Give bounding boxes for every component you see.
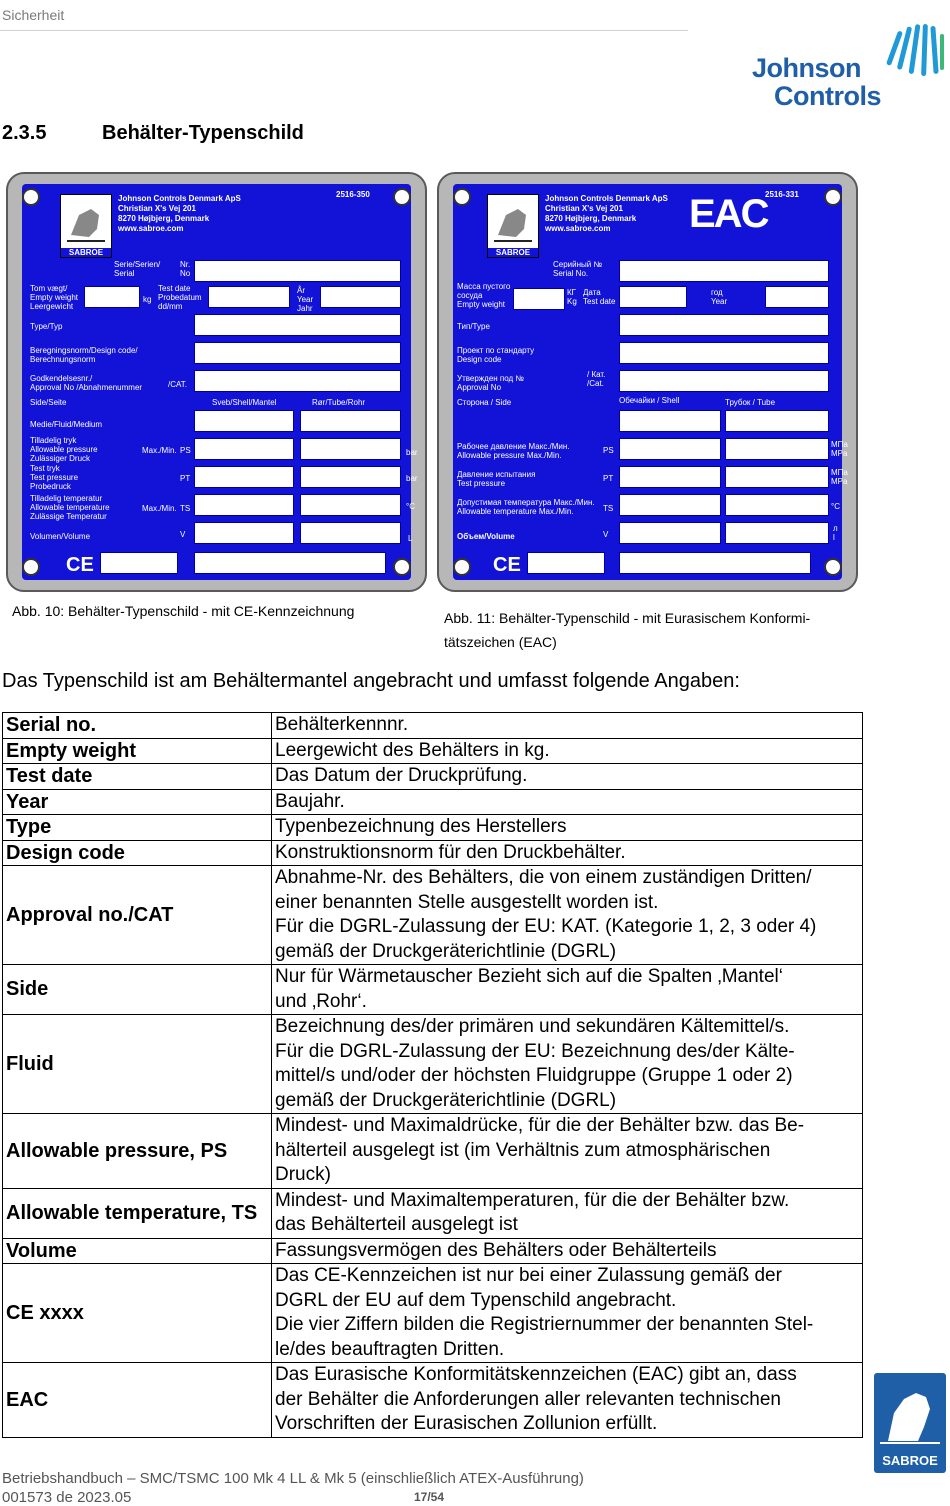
plate-field-year: [320, 286, 401, 308]
section-number: 2.3.5: [2, 122, 47, 144]
mounting-hole-icon: [22, 188, 40, 206]
plate-code: 2516-331: [765, 190, 799, 199]
table-row: [3, 965, 863, 1015]
plate-field-fluid-shell: [194, 410, 294, 432]
plate-label-type: Тип/Type: [457, 322, 490, 331]
plate-field-serial: [619, 260, 829, 282]
table-row: [3, 764, 863, 790]
table-row: [3, 1363, 863, 1438]
table-key-cell: Test date: [3, 764, 272, 790]
plate-field-ps-shell: [619, 438, 721, 460]
sabroe-bear-icon: SABROE: [60, 194, 112, 258]
plate-label-volume: Объем/Volume: [457, 532, 515, 541]
plate-label-design: Beregningsnorm/Design code/ Berechnungsnorm: [30, 346, 138, 364]
table-value-cell: Das Datum der Druckprüfung.: [272, 764, 863, 790]
plate-field-type: [194, 314, 401, 336]
plate-field-ts-shell: [619, 494, 721, 516]
plate-label-ps: PS: [180, 446, 191, 455]
plate-label-mpa-2: МПа MPa: [831, 468, 848, 486]
plate-label-fluid: Medie/Fluid/Medium: [30, 420, 103, 429]
table-key-cell: Allowable temperature, TS: [3, 1188, 272, 1238]
plate-field-approval: [619, 370, 829, 392]
plate-field-design: [194, 342, 401, 364]
plate-label-side: Side/Seite: [30, 398, 67, 407]
plate-field-pt-shell: [194, 466, 294, 488]
table-key-cell: Year: [3, 789, 272, 815]
plate-label-design: Проект по стандарту Design code: [457, 346, 535, 364]
plate-label-bar-2: bar: [406, 474, 418, 483]
plate-label-nr: Nr. No: [180, 260, 191, 278]
mounting-hole-icon: [824, 558, 842, 576]
plate-label-temp: Tilladelig temperatur Allowable temperature Zulässige Temperatur: [30, 494, 110, 521]
plate-label-cat: /CAT.: [168, 380, 187, 389]
nameplate-blue-panel: [22, 184, 418, 580]
plate-label-pt: PT: [180, 474, 191, 483]
footer-doc-id: 001573 de 2023.05: [2, 1489, 132, 1506]
mounting-hole-icon: [453, 558, 471, 576]
table-row: [3, 738, 863, 764]
page-number: 17/54: [414, 1490, 445, 1504]
table-value-cell: Mindest- und Maximaltemperaturen, für die der Behälter bzw. das Behälterteil ausgelegt ist: [272, 1188, 863, 1238]
plate-field-design: [619, 342, 829, 364]
plate-label-shell: Обечайки / Shell: [619, 396, 680, 405]
plate-field-ce-number: [100, 552, 178, 574]
plate-field-year: [765, 286, 829, 308]
section-title: Behälter-Typenschild: [102, 122, 304, 144]
polar-bear-icon: [874, 1379, 946, 1449]
plate-label-kg: КГ Kg: [567, 288, 577, 306]
eac-mark-icon: EAC: [689, 192, 768, 236]
plate-label-pressure: Tilladelig tryk Allowable pressure Zulässiger Druck: [30, 436, 98, 463]
plate-label-volume: Volumen/Volume: [30, 532, 91, 541]
footer-manual-title: Betriebshandbuch – SMC/TSMC 100 Mk 4 LL & Mk 5 (einschließlich ATEX-Ausführung): [2, 1470, 584, 1487]
plate-field-fluid-shell: [619, 410, 721, 432]
table-value-cell: Abnahme-Nr. des Behälters, die von einem zuständigen Dritten/ einer benannten Stelle ausgestellt worden ist. Für die DGRL-Zulassung der EU: KAT. (Kategorie 1, 2, 3 oder 4) gemäß der Druckgeräterichtlinie (DGRL): [272, 866, 863, 965]
plate-label-type: Type/Typ: [30, 322, 63, 331]
plate-label-testdate: Дата Test date: [583, 288, 616, 306]
plate-label-bar: bar: [406, 448, 418, 457]
plate-label-maxmin-ps: Max./Min.: [142, 446, 177, 455]
plate-label-tube: Трубок / Tube: [725, 398, 776, 407]
mounting-hole-icon: [22, 558, 40, 576]
table-row: [3, 840, 863, 866]
nameplate-ce-figure: [6, 172, 427, 592]
plate-label-tube: Rør/Tube/Rohr: [312, 398, 366, 407]
table-value-cell: Nur für Wärmetauscher Bezieht sich auf die Spalten ‚Mantel‘ und ‚Rohr‘.: [272, 965, 863, 1015]
ce-mark-icon: CE: [66, 554, 94, 576]
table-value-cell: Behälterkennnr.: [272, 713, 863, 739]
plate-field-approval: [194, 370, 401, 392]
plate-field-ps-tube: [725, 438, 829, 460]
sabroe-bear-icon: SABROE: [487, 194, 539, 258]
table-row: [3, 1188, 863, 1238]
plate-label-pt: PT: [603, 474, 614, 483]
mounting-hole-icon: [393, 188, 411, 206]
table-value-cell: Bezeichnung des/der primären und sekundären Kältemittel/s. Für die DGRL-Zulassung der EU: Bezeichnung des/der Kälte- mittel/s und/oder der höchsten Fluidgruppe (Gruppe 1 oder 2) gemäß der Druckgeräterichtlinie (DGRL): [272, 1015, 863, 1114]
nameplate-eac-figure: [437, 172, 858, 592]
plate-field-vol-shell: [619, 522, 721, 544]
plate-label-testdate: Test date Probedatum dd/mm: [158, 284, 202, 311]
plate-label-degc: °C: [831, 502, 840, 511]
table-value-cell: Leergewicht des Behälters in kg.: [272, 738, 863, 764]
plate-label-testpressure: Давление испытания Test pressure: [457, 470, 536, 488]
sabroe-logo-text: SABROE: [882, 1453, 938, 1468]
plate-label-l: л l: [833, 524, 838, 542]
table-key-cell: Design code: [3, 840, 272, 866]
johnson-controls-logo: Johnson Controls: [752, 24, 947, 114]
plate-label-ts: TS: [180, 504, 191, 513]
table-key-cell: Serial no.: [3, 713, 272, 739]
table-key-cell: CE xxxx: [3, 1264, 272, 1363]
plate-label-year: год Year: [711, 288, 728, 306]
figure-caption-10: Abb. 10: Behälter-Typenschild - mit CE-Kennzeichnung: [12, 603, 355, 619]
plate-field-weight: [513, 288, 565, 310]
table-key-cell: EAC: [3, 1363, 272, 1438]
plate-field-type: [619, 314, 829, 336]
plate-label-maxmin-ts: Max./Min.: [142, 504, 177, 513]
plate-label-approval: Утвержден под № Approval No: [457, 374, 524, 392]
nameplate-fields-table: [2, 712, 863, 1438]
ce-mark-icon: CE: [493, 554, 521, 576]
plate-label-mpa: МПа MPa: [831, 440, 848, 458]
table-value-cell: Mindest- und Maximaldrücke, für die der Behälter bzw. das Be- hälterteil ausgelegt ist (im Verhältnis zum atmosphärischen Druck): [272, 1114, 863, 1189]
plate-label-cat: / Кат. /Cat.: [587, 370, 606, 388]
plate-label-temp: Допустимая температура Макс./Мин. Allowable temperature Max./Min.: [457, 498, 595, 516]
table-key-cell: Side: [3, 965, 272, 1015]
table-key-cell: Volume: [3, 1238, 272, 1264]
table-row: [3, 713, 863, 739]
plate-label-side: Сторона / Side: [457, 398, 512, 407]
plate-code: 2516-350: [336, 190, 370, 199]
sabroe-logo: [874, 1373, 946, 1473]
plate-company-address: Johnson Controls Denmark ApS Christian X's Vej 201 8270 Højbjerg, Denmark www.sabroe.com: [545, 194, 668, 233]
mounting-hole-icon: [453, 188, 471, 206]
table-value-cell: Baujahr.: [272, 789, 863, 815]
plate-label-l: L: [408, 534, 413, 543]
plate-field-pt-tube: [300, 466, 401, 488]
table-value-cell: Fassungsvermögen des Behälters oder Behälterteils: [272, 1238, 863, 1264]
plate-label-weight: Tom vægt/ Empty weight Leergewicht: [30, 284, 79, 311]
figure-caption-11: Abb. 11: Behälter-Typenschild - mit Eurasischem Konformi- tätszeichen (EAC): [444, 610, 811, 650]
plate-field-vol-shell: [194, 522, 294, 544]
plate-label-ts: TS: [603, 504, 614, 513]
plate-field-serial: [194, 260, 401, 282]
plate-label-serial: Serie/Serien/ Serial: [114, 260, 161, 278]
plate-label-weight: Масса пустого сосуда Empty weight: [457, 282, 511, 309]
table-row: [3, 1015, 863, 1114]
plate-field-pt-tube: [725, 466, 829, 488]
plate-field-fluid-tube: [300, 410, 401, 432]
table-key-cell: Empty weight: [3, 738, 272, 764]
plate-label-testpressure: Test tryk Test pressure Probedruck: [30, 464, 79, 491]
plate-field-testdate: [208, 286, 290, 308]
plate-label-kg: kg: [143, 295, 152, 304]
plate-label-v: V: [180, 530, 186, 539]
running-header: Sicherheit: [2, 7, 65, 23]
plate-field-bottom: [194, 552, 386, 574]
plate-field-ce-number: [527, 552, 605, 574]
header-divider: [0, 30, 688, 31]
table-row: [3, 1264, 863, 1363]
plate-label-pressure: Рабочее давление Макс./Мин. Allowable pressure Max./Min.: [457, 442, 570, 460]
table-row: [3, 1114, 863, 1189]
mounting-hole-icon: [393, 558, 411, 576]
plate-field-ts-tube: [300, 494, 401, 516]
table-key-cell: Type: [3, 815, 272, 841]
plate-field-vol-tube: [725, 522, 829, 544]
mounting-hole-icon: [824, 188, 842, 206]
table-key-cell: Approval no./CAT: [3, 866, 272, 965]
plate-field-ps-shell: [194, 438, 294, 460]
plate-label-ps: PS: [603, 446, 614, 455]
plate-field-fluid-tube: [725, 410, 829, 432]
plate-label-serial: Серийный № Serial No.: [553, 260, 603, 278]
plate-company-address: Johnson Controls Denmark ApS Christian X's Vej 201 8270 Højbjerg, Denmark www.sabroe.com: [118, 194, 241, 233]
table-row: [3, 815, 863, 841]
plate-field-pt-shell: [619, 466, 721, 488]
nameplate-blue-panel: [453, 184, 848, 580]
plate-label-shell: Sveb/Shell/Mantel: [212, 398, 277, 407]
table-row: [3, 1238, 863, 1264]
plate-label-approval: Godkendelsesnr./ Approval No /Abnahmenummer: [30, 374, 143, 392]
plate-label-v: V: [603, 530, 609, 539]
plate-field-ts-tube: [725, 494, 829, 516]
table-row: [3, 789, 863, 815]
plate-field-ts-shell: [194, 494, 294, 516]
plate-label-degc: °C: [406, 502, 415, 511]
plate-field-weight: [84, 286, 140, 308]
table-value-cell: Das Eurasische Konformitätskennzeichen (EAC) gibt an, dass der Behälter die Anforderungen aller relevanten technischen Vorschriften der Eurasischen Zollunion erfüllt.: [272, 1363, 863, 1438]
table-value-cell: Typenbezeichnung des Herstellers: [272, 815, 863, 841]
plate-field-bottom: [619, 552, 811, 574]
table-value-cell: Konstruktionsnorm für den Druckbehälter.: [272, 840, 863, 866]
plate-field-testdate: [619, 286, 687, 308]
plate-label-year: År Year Jahr: [297, 286, 314, 313]
plate-field-ps-tube: [300, 438, 401, 460]
table-key-cell: Allowable pressure, PS: [3, 1114, 272, 1189]
table-row: [3, 866, 863, 965]
plate-field-vol-tube: [300, 522, 401, 544]
intro-paragraph: Das Typenschild ist am Behältermantel angebracht und umfasst folgende Angaben:: [2, 670, 740, 692]
table-key-cell: Fluid: [3, 1015, 272, 1114]
table-value-cell: Das CE-Kennzeichen ist nur bei einer Zulassung gemäß der DGRL der EU auf dem Typenschild angebracht. Die vier Ziffern bilden die Registriernummer der benannten Stel- le/des beauftragten Dritten.: [272, 1264, 863, 1363]
